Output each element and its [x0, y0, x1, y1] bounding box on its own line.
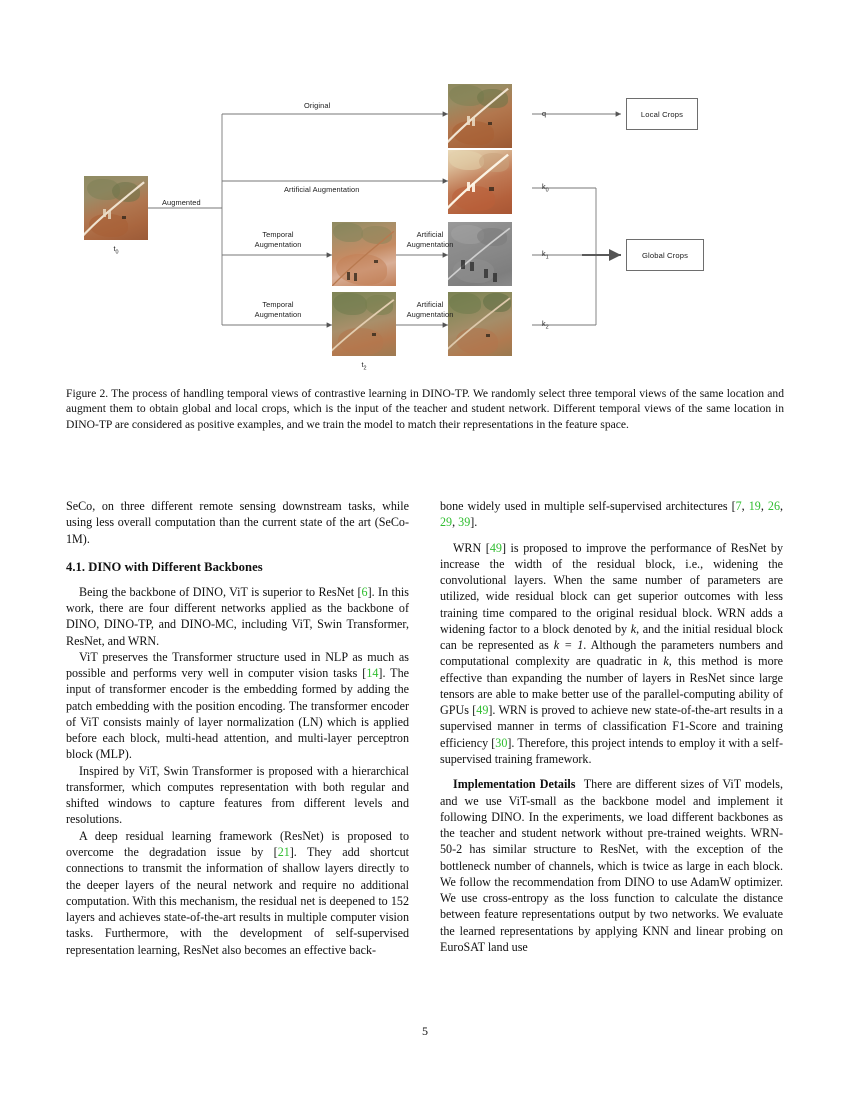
edge-label-original: Original [304, 101, 331, 110]
paragraph-continued-text: SeCo, on three different remote sensing downstream tasks, while using less overall computation than the current state of the art (SeCo-1M). [66, 499, 409, 546]
section-heading-4-1 [66, 559, 409, 576]
image-tile-t1 [332, 222, 396, 286]
temporal-aug-2-line1: Temporal [262, 300, 294, 309]
edge-label-artificial-augmentation-top: Artificial Augmentation [284, 185, 360, 194]
tile-label-t2-text: $t_2$ [361, 360, 367, 372]
tile-label-t0 [84, 244, 148, 255]
figure-diagram [66, 78, 784, 378]
citation-26[interactable]: 26 [767, 499, 780, 513]
paragraph-backbone-text-b: ]. In this work, there are four different networks applied as the backbone of DINO, DINO-TP, and DINO-MC, including ViT, Swin Transformer, ResNet, and WRN. [66, 584, 410, 648]
paragraph-resnet-text-a: A deep residual learning framework (ResNet) is proposed to overcome the degradation issue by [ [66, 828, 409, 859]
figure-caption-label: Figure 2. [66, 387, 109, 400]
math-k-2: k [663, 654, 669, 669]
paragraph-wrn-text-g: ]. Therefore, this project intends to employ it with a self-supervised training framework. [440, 735, 783, 766]
box-local-crops-label: Local Crops [640, 109, 684, 119]
paragraph-implementation-details [440, 776, 783, 955]
citation-19[interactable]: 19 [748, 499, 761, 513]
artificial-aug-1-line2: Augmentation [406, 239, 454, 249]
figure-caption [66, 386, 784, 432]
box-local-crops [626, 98, 698, 130]
temporal-aug-1-line1: Temporal [262, 230, 294, 239]
artificial-aug-2-line1: Artificial [416, 300, 444, 309]
citation-21[interactable]: 21 [277, 844, 290, 859]
implementation-details-text: There are different sizes of ViT models, and we use ViT-small as the backbone model and implement it following DINO. In the experiments, we load different backbones as the teacher and student network without pre-trained weights. WRN-50-2 has similar structure to ResNet, with the exception of the bottleneck number of channels, which is twice as large in each block. We follow the recommendation from DINO to use AdamW optimizer. We use cross-entropy as the loss function to calculate the distance between feature representations output by two networks. We evaluate the learned representations by applying KNN and linear probing on EuroSAT land use [440, 777, 784, 954]
tile-road-line [332, 222, 396, 286]
paragraph-backbone: Being the backbone of DINO, ViT is superior to ResNet [6]. In this work, there are four different networks applied as the backbone of DINO, DINO-TP, and DINO-MC, including ViT, Swin Transformer, ResNet, and WRN. [66, 584, 410, 648]
artificial-aug-2-line2: Augmentation [406, 309, 454, 319]
paragraph-swin [66, 763, 409, 828]
paragraph-vit [66, 649, 409, 763]
citation-49b[interactable]: 49 [476, 703, 489, 718]
edge-label-temporal-augmentation-1 [232, 230, 324, 250]
image-tile-t2 [332, 292, 396, 356]
tile-speck [488, 122, 492, 125]
tile-speck [354, 273, 357, 281]
citation-49a[interactable]: 49 [489, 540, 502, 555]
paragraph-wrn-text-c: , and the initial residual block can be represented as [440, 621, 784, 653]
paragraph-backbone-text-a: Being the backbone of DINO, ViT is superior to ResNet [79, 584, 355, 599]
edge-label-temporal-augmentation-2 [232, 300, 324, 320]
tile-speck [489, 187, 494, 191]
image-tile-q [448, 84, 512, 148]
paragraph-resnet [66, 828, 409, 958]
tile-road-line [448, 84, 512, 148]
tile-speck [108, 211, 111, 219]
implementation-details-heading: Implementation Details [453, 777, 576, 792]
edge-label-artificial-augmentation-2 [398, 300, 462, 320]
tile-speck [467, 182, 470, 191]
tile-speck [347, 272, 350, 280]
citation-14[interactable]: 14 [366, 666, 379, 681]
tile-speck [461, 260, 465, 269]
output-symbol-k1: $k_1$ [542, 249, 549, 261]
figure-caption-text: The process of handling temporal views of contrastive learning in DINO-TP. We randomly select three temporal views of the same location and augment them to obtain global and local crops, which is the input of the teacher and student network. Different temporal views of the same location in DINO-TP are considered as positive examples, and we train the model to match their representations in the feature space. [66, 387, 784, 431]
citation-7[interactable]: 7 [735, 499, 742, 513]
paragraph-continued-right-text-a: bone widely used in multiple self-supervised architectures [ [440, 499, 736, 513]
tile-speck [374, 260, 378, 263]
citation-30[interactable]: 30 [495, 735, 508, 750]
tile-road-line [332, 292, 396, 356]
section-heading-text: 4.1. DINO with Different Backbones [66, 559, 263, 574]
paragraph-wrn-text-a: WRN [ [453, 540, 490, 555]
tile-speck [472, 183, 475, 192]
tile-speck [372, 333, 376, 336]
citation-6[interactable]: 6 [361, 584, 368, 599]
output-symbol-k0: $k_0$ [542, 182, 549, 194]
paragraph-continued-right: bone widely used in multiple self-supervised architectures [7, 19, 26, 29, 39]. [440, 499, 784, 530]
tile-speck [472, 117, 475, 126]
temporal-aug-1-line2: Augmentation [254, 239, 302, 249]
tile-speck [103, 209, 106, 217]
citation-29[interactable]: 29 [440, 515, 453, 530]
box-global-crops [626, 239, 704, 271]
paragraph-wrn [440, 540, 783, 768]
artificial-aug-1-line1: Artificial [416, 230, 444, 239]
edge-label-augmented: Augmented [162, 198, 201, 207]
paragraph-wrn-text-d: . Although the parameters numbers and computational complexity are quadratic in [440, 638, 783, 669]
paragraph-wrn-text-b: ] is proposed to improve the performance of ResNet by increase the width of the residual block, i.e., widening the convolutional layers. When the same number of parameters are utilized, wide residual block can get superior outcomes with less training time compared to the original residual block. WRN adds a widening factor to a block denoted by [440, 540, 784, 636]
page-number: 5 [422, 1024, 428, 1038]
paragraph-wrn-text-e: , this method is more effective than expanding the number of layers in ResNet since large tensors are able to make better use of the parallel-computing ability of GPUs [ [440, 654, 784, 718]
image-tile-t0 [84, 176, 148, 240]
tile-label-t2 [332, 360, 396, 371]
figure-2 [66, 78, 784, 378]
left-column [66, 498, 409, 958]
paragraph-resnet-text-b: ]. They add shortcut connections to transmit the information of shallow layers directly to the deeper layers of the neural network and require no additional computation. With this mechanism, the residual net is deepened to 152 layers and achieves state-of-the-art results in multiple computer vision tasks. Furthermore, with the development of self-supervised representation learning, ResNet also becomes an effective back- [66, 844, 409, 957]
paragraph-swin-text: Inspired by ViT, Swin Transformer is proposed with a hierarchical transformer, which computes representation with both regular and shifted windows to capture features from different levels and resolutions. [66, 763, 409, 827]
tile-speck [486, 334, 490, 337]
paragraph-continued-right-text-b: ]. [470, 515, 478, 530]
tile-speck [122, 216, 126, 219]
paragraph-vit-text-a: ViT preserves the Transformer structure used in NLP as much as possible and performs very well in computer vision tasks [ [66, 649, 409, 681]
citation-39[interactable]: 39 [458, 515, 471, 530]
math-k-equals-1: k = 1 [553, 638, 584, 653]
tile-speck [470, 262, 474, 271]
tile-road-line [448, 150, 512, 214]
paragraph-continued [66, 498, 409, 547]
output-symbol-k2: $k_2$ [542, 319, 549, 331]
tile-speck [484, 269, 488, 278]
edge-label-artificial-augmentation-1 [398, 230, 462, 250]
tile-road-line [84, 176, 148, 240]
paragraph-vit-text-b: ]. The input of transformer encoder is the embedding formed by adding the patch embedding with the position encoding. The transformer encoder of ViT consists mainly of layer normalization (LN) which is applied before each block, multi-head attention, and multi-layer perceptron block (MLP). [66, 666, 409, 762]
image-tile-k0 [448, 150, 512, 214]
box-global-crops-label: Global Crops [641, 250, 689, 260]
math-k-1: k [630, 621, 637, 636]
temporal-aug-2-line2: Augmentation [254, 309, 302, 319]
body-columns [66, 498, 784, 958]
paragraph-wrn-text-f: ]. WRN is proved to achieve new state-of-the-art results in a supervised manner in terms of classification F1-Score and training efficiency [ [440, 703, 784, 750]
right-column [440, 498, 783, 958]
tile-speck [467, 116, 470, 125]
tile-speck [493, 273, 497, 282]
output-symbol-q: q [542, 109, 546, 118]
tile-label-t0-text: $t_0$ [113, 244, 119, 256]
